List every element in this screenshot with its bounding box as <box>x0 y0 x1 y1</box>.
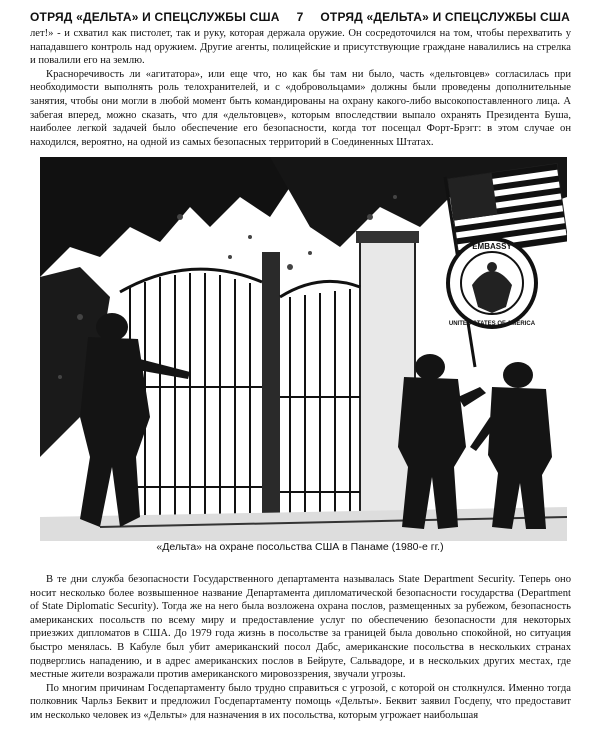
top-text-block <box>30 27 571 149</box>
running-header <box>30 9 570 25</box>
embassy-seal <box>448 239 536 327</box>
paragraph-beckwith: По многим причинам Госдепартаменту было трудно справиться с угрозой, с которой он столкнулся. Именно тогда полковник Чарльз Беквит и предложил Госдепартаменту помощь «Дельты». Беквит заявил Госдепу, что предоставит им несколько человек из «Дельты» для назначения в их посольства, которым угрожает наибольшая <box>30 682 571 721</box>
paragraph-agitator: Красноречивость ли «агитатора», или еще что, но как бы там ни было, часть «дельтовцев» согласилась при необходимости выполнять роль телохранителей, и с «добровольцами» должны были проведены дополнительные занятия, чтобы они могли в любой момент быть командированы на охрану какого-либо высокопоставленного лица. А забегая вперед, можно сказать, что для «дельтовцев», которым впоследствии выпало охранять Президента Буша, наиболее легкой задачей было обеспечение его безопасности, когда тот посещал Форт-Брэгг: в этом случае он находился, вероятно, на одной из самых безопасных территорий в Соединенных Штатах. <box>30 68 571 148</box>
photo-illustration <box>40 157 567 541</box>
seal-top-text: EMBASSY <box>472 242 512 251</box>
header-right-title: ОТРЯД «ДЕЛЬТА» И СПЕЦСЛУЖБЫ США <box>320 10 570 24</box>
bottom-text-block <box>30 573 571 723</box>
seal-bottom-text: UNITED STATES OF AMERICA <box>448 321 536 327</box>
header-left-title: ОТРЯД «ДЕЛЬТА» И СПЕЦСЛУЖБЫ США <box>30 10 280 24</box>
paragraph-continuation: лет!» - и схватил как пистолет, так и руку, которая держала оружие. Он сосредоточился на том, чтобы перехватить у нападавшего контроль над оружием. Другие агенты, полицейские и присутствующие граждане навалились на стрелка и повалили его на землю. <box>30 28 571 67</box>
embassy-photo <box>40 157 567 541</box>
paragraph-state-department: В те дни служба безопасности Государственного департамента называлась State Department Security. Теперь оно носит несколько более возвышенное название Департамента дипломатической безопасности государства (Department of State Diplomatic Security). Тогда же на него была возложена охрана послов, размещенных за рубежом, безопасность американских посольств по всему миру и предоставление услуг по обеспечению безопасности для некоторых приезжих дипломатов в США. До 1979 года жизнь в посольстве за границей была довольно спокойной, но ситуация быстро менялась. В Кабуле был убит американский посол Дабс, американские посольства в нескольких странах подверглись нападению, и в адрес американских послов в Бейруте, Сальвадоре, и в нескольких других местах, где местные жители возражали против американского мировоззрения, звучали угрозы. <box>30 574 571 681</box>
figure-caption: «Дельта» на охране посольства США в Панаме (1980-е гг.) <box>156 541 444 553</box>
page-number: 7 <box>296 10 304 24</box>
